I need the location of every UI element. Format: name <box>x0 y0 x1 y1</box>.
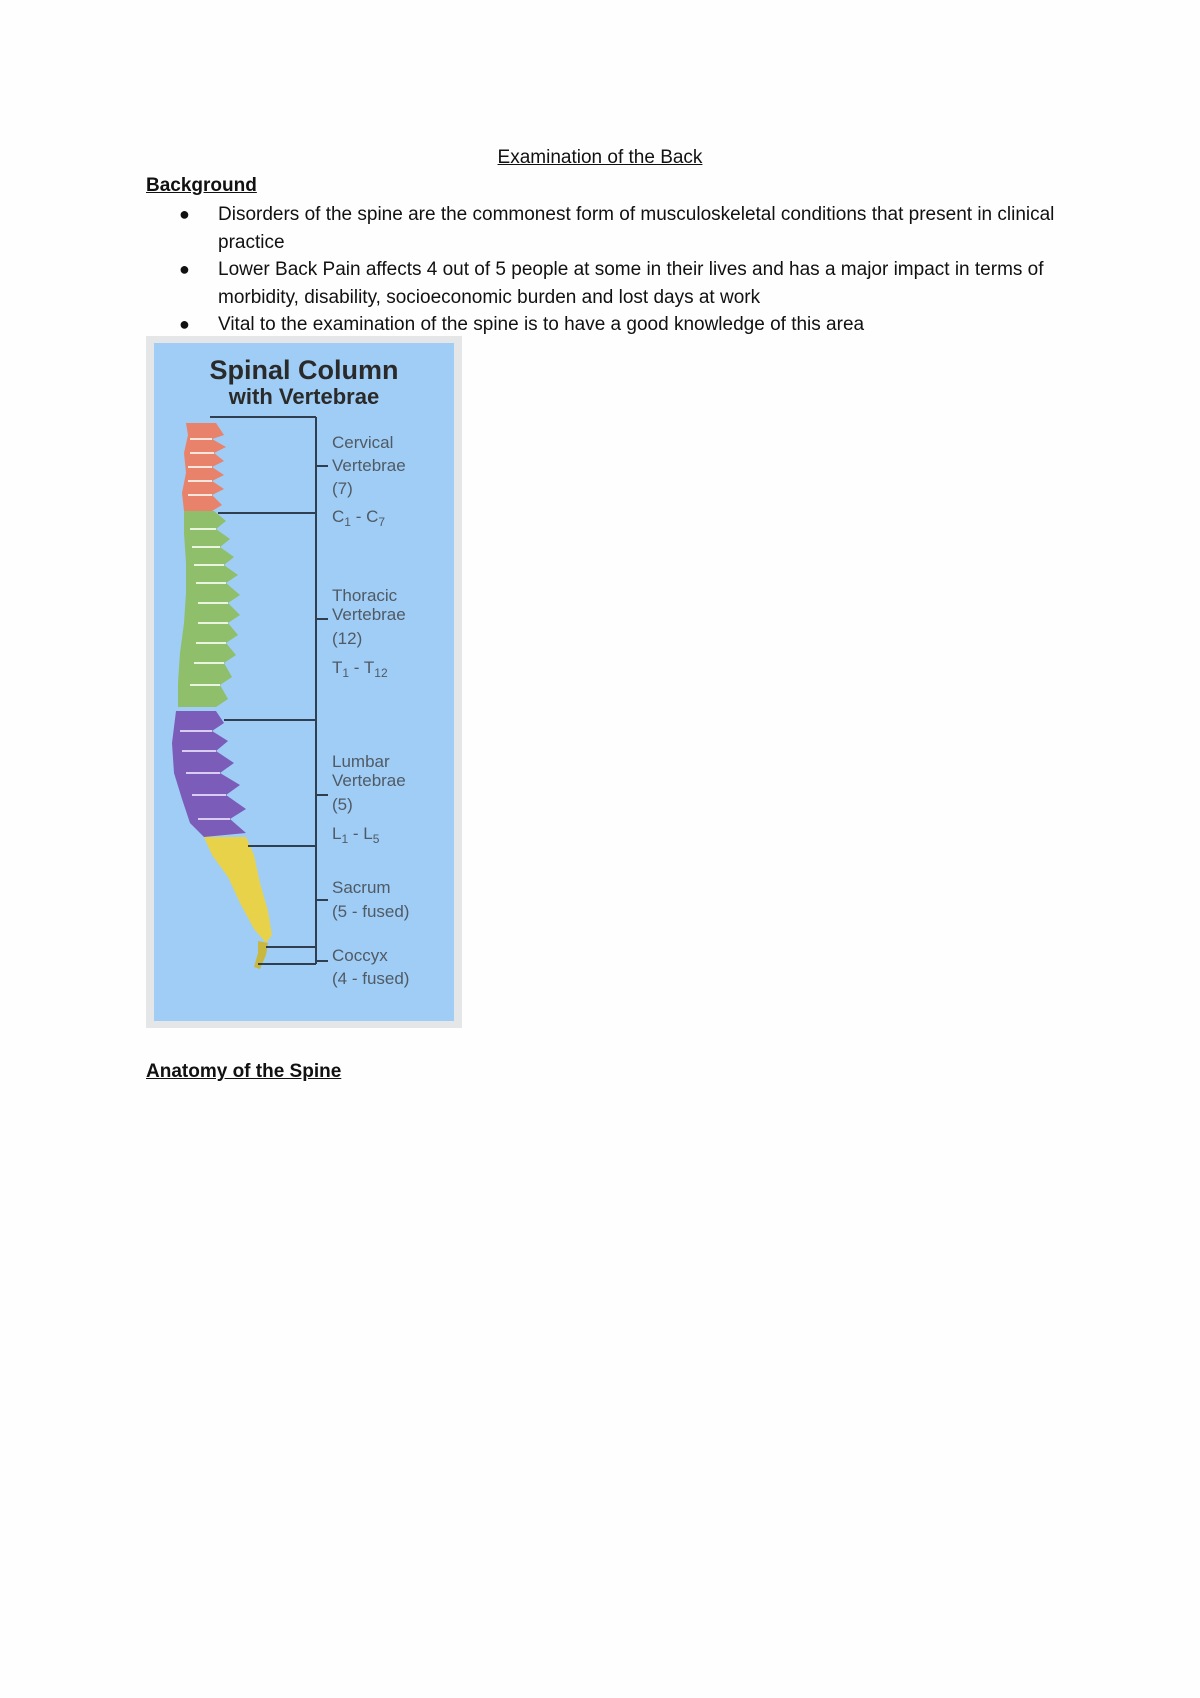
page-title: Examination of the Back <box>497 147 703 168</box>
cervical-label-line2: Vertebrae <box>332 456 406 475</box>
bullet-text: Lower Back Pain affects 4 out of 5 people at some in their lives and has a major impact in terms of morbidity, disability, socioeconomic burden and lost days at work <box>218 259 1044 308</box>
bullet-item <box>146 256 1076 311</box>
cervical-label: Cervical <box>332 433 394 452</box>
figure-subtitle: with Vertebrae <box>228 384 380 409</box>
background-bullet-list <box>146 201 1076 339</box>
anatomy-heading: Anatomy of the Spine <box>146 1061 342 1082</box>
bullet-text: Vital to the examination of the spine is to have a good knowledge of this area <box>218 314 865 335</box>
thoracic-label: Thoracic <box>332 586 398 605</box>
coccyx-label: Coccyx <box>332 946 388 965</box>
bullet-item <box>146 201 1076 256</box>
bullet-text: Disorders of the spine are the commonest form of musculoskeletal conditions that present in clinical practice <box>218 204 1055 253</box>
thoracic-count: (12) <box>332 629 363 648</box>
coccyx-detail: (4 - fused) <box>332 969 410 988</box>
thoracic-label-line2: Vertebrae <box>332 605 406 624</box>
bullet-item <box>146 311 1076 339</box>
spinal-column-figure <box>146 336 462 1028</box>
lumbar-label-line2: Vertebrae <box>332 771 406 790</box>
sacrum-label: Sacrum <box>332 878 391 897</box>
sacrum-detail: (5 - fused) <box>332 902 410 921</box>
background-heading: Background <box>146 175 257 196</box>
bullet-dot-icon: ● <box>179 259 190 279</box>
lumbar-range: $L_1 - L_5$ <box>332 824 380 846</box>
lumbar-label: Lumbar <box>332 752 390 771</box>
cervical-count: (7) <box>332 479 353 498</box>
cervical-range: $C_1 - C_7$ <box>332 507 386 529</box>
bullet-dot-icon: ● <box>179 314 190 334</box>
spinal-column-diagram <box>154 343 454 1021</box>
bullet-dot-icon: ● <box>179 204 190 224</box>
thoracic-range: $T_1 - T_{12}$ <box>332 658 388 680</box>
figure-title: Spinal Column <box>209 355 399 385</box>
lumbar-count: (5) <box>332 795 353 814</box>
